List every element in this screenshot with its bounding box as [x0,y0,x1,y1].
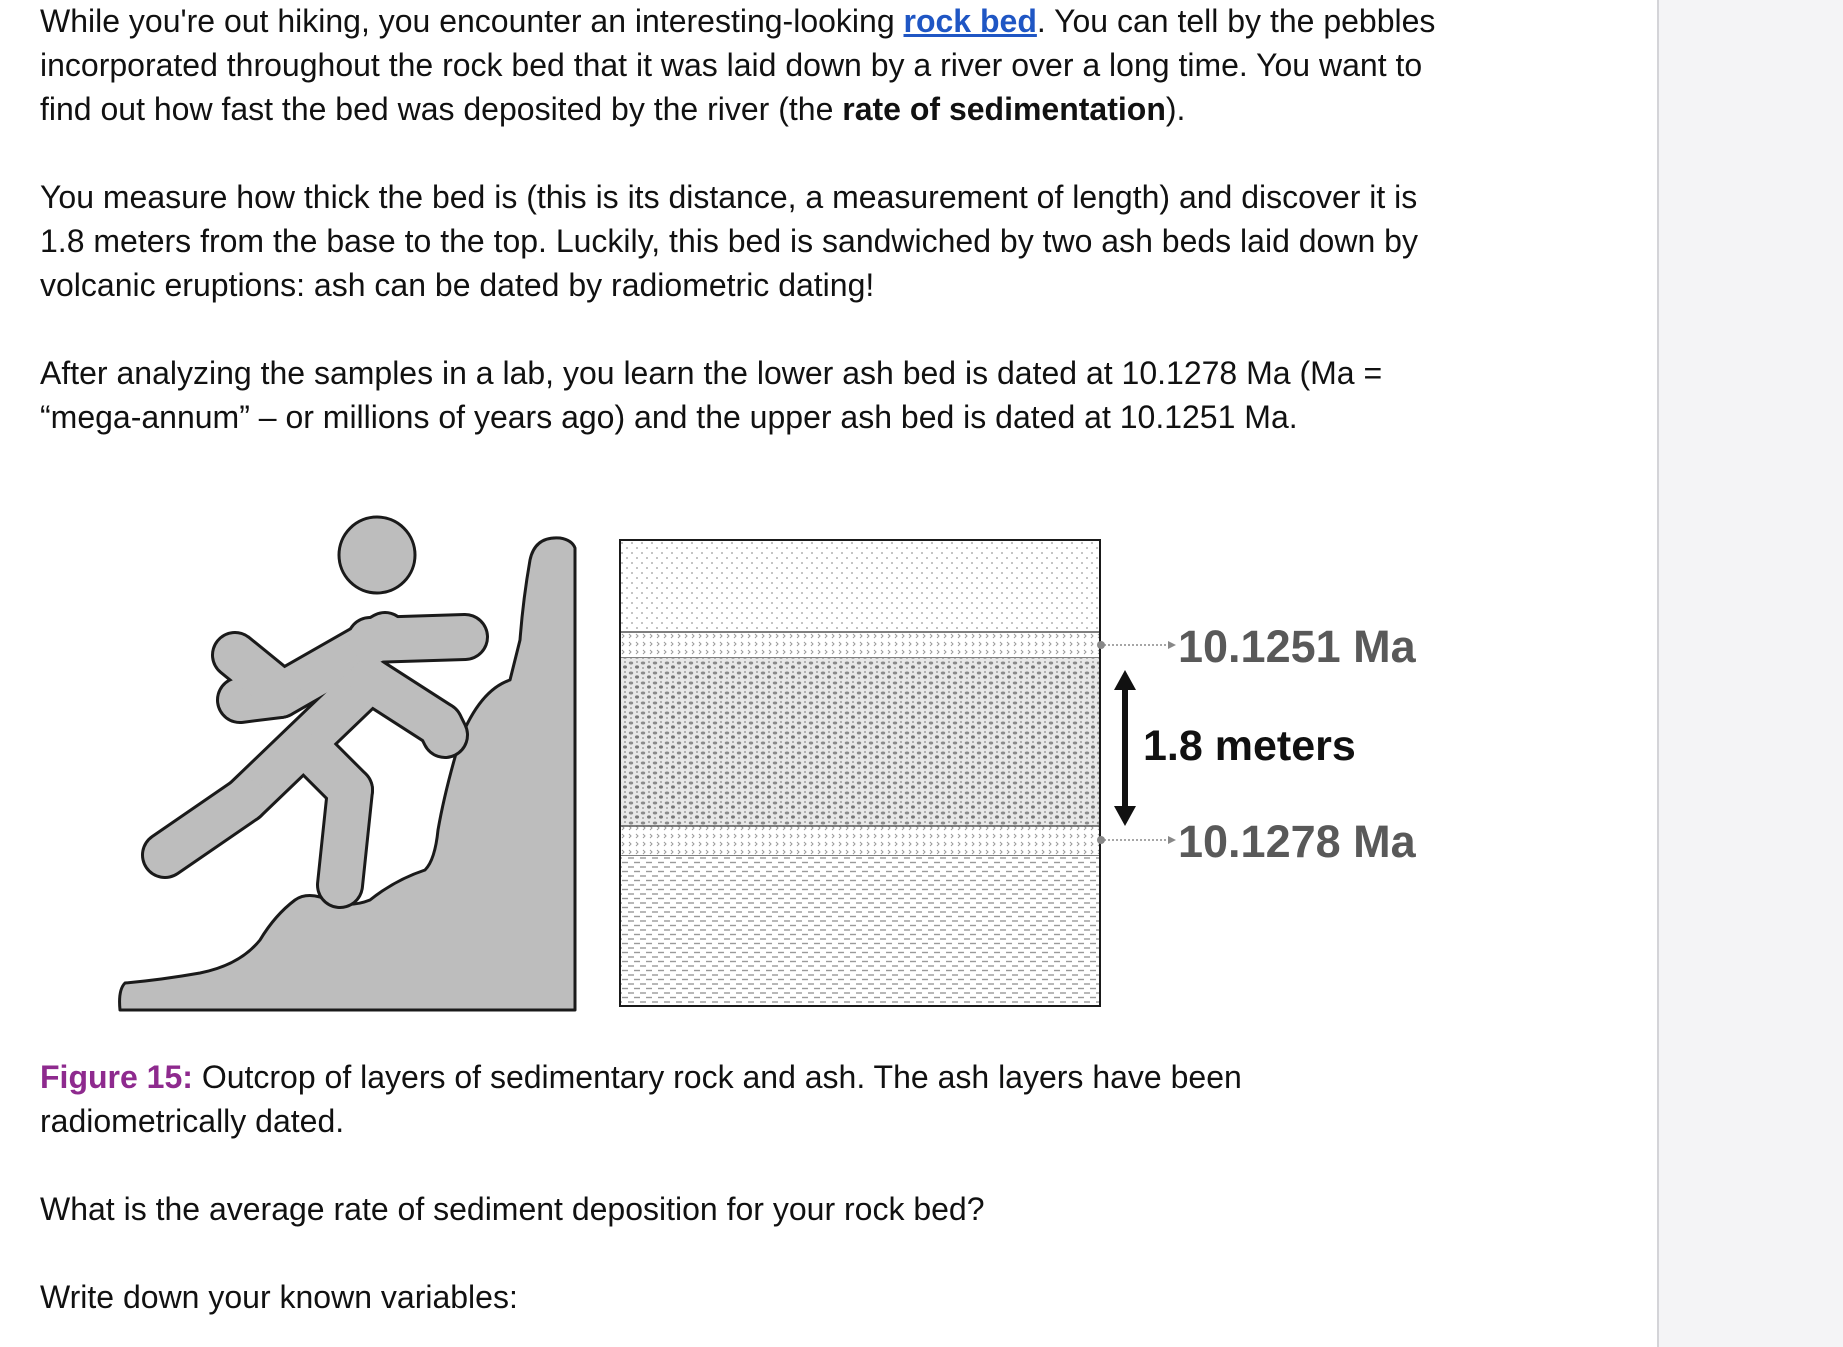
question-text: What is the average rate of sediment deposition for your rock bed? [40,1191,985,1227]
outcrop-figure [110,505,1510,1035]
intro-text-start: While you're out hiking, you encounter an interesting-looking [40,3,904,39]
dating-paragraph: After analyzing the samples in a lab, you learn the lower ash bed is dated at 10.1278 Ma (Ma = “mega-annum” – or millions of years ago) and the upper ash bed is dated at 10.1251 Ma. [40,355,1383,435]
upper-age-label: 10.1251 Ma [1178,621,1416,672]
figure-caption-text: Outcrop of layers of sedimentary rock and ash. The ash layers have been radiometrically dated. [40,1059,1242,1139]
measurement-paragraph: You measure how thick the bed is (this is its distance, a measurement of length) and discover it is 1.8 meters from the base to the top. Luckily, this bed is sandwiched by two ash beds laid down by volcanic eruptions: ash can be dated by radiometric dating! [40,179,1418,303]
lower-age-label: 10.1278 Ma [1178,816,1416,867]
hiker-climbing-icon [120,517,575,1010]
pebble-rock-bed [620,658,1100,826]
intro-text-middle: . You can tell by the pebbles incorporated throughout the rock bed that it was laid down by a river over a long time. You want to find out how fast the bed was deposited by the river (the [40,3,1436,127]
thickness-arrow [1114,670,1136,826]
hiker-head [339,517,415,593]
upper-ash-bed [620,632,1100,658]
figure-caption [40,1055,1340,1143]
right-margin-panel [1657,0,1843,1347]
intro-paragraph [40,0,1460,131]
intro-text-end: ). [1165,91,1186,127]
thickness-label: 1.8 meters [1143,722,1356,770]
rock-strata-column [620,540,1100,1006]
rate-of-sedimentation-term: rate of sedimentation [842,91,1166,127]
top-sand-layer [620,540,1100,632]
figure-caption-label: Figure 15: [40,1059,193,1095]
lower-ash-bed [620,826,1100,856]
bottom-layer [620,856,1100,1006]
lower-age-marker [1097,836,1176,844]
known-variables-prompt: Write down your known variables: [40,1279,518,1315]
upper-age-marker [1097,641,1176,649]
rock-bed-link[interactable]: rock bed [903,3,1037,39]
